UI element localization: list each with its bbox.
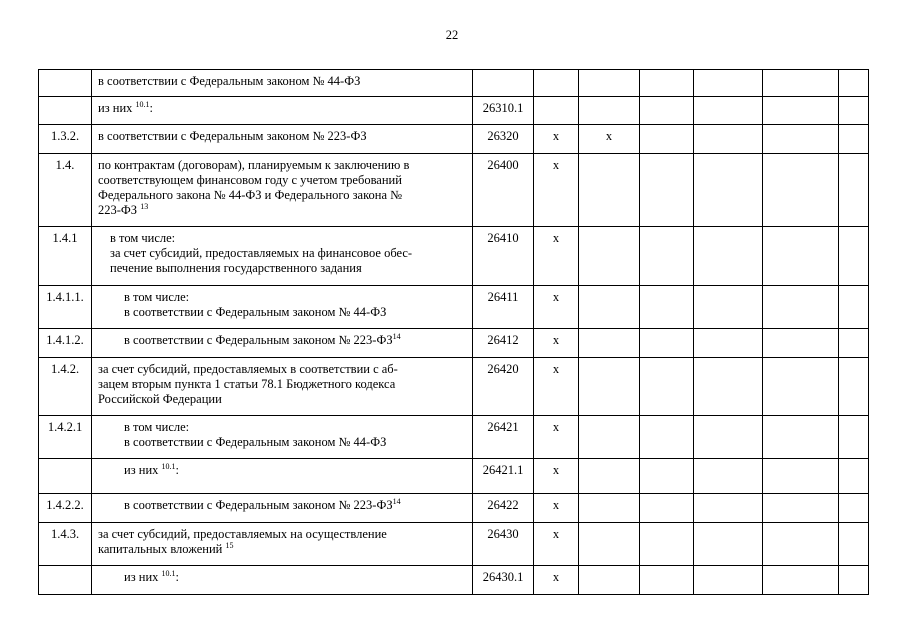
empty-value-cell [763, 566, 839, 595]
row-name-line: в соответствии с Федеральным законом № 223-ФЗ [98, 129, 367, 143]
row-code-cell: 26421 [473, 416, 534, 459]
mark-cell-1: х [534, 523, 579, 566]
row-number-cell: 1.3.2. [39, 125, 92, 154]
row-number-cell: 1.4.1.2. [39, 329, 92, 358]
row-number-cell: 1.4.1 [39, 227, 92, 286]
table-row [39, 286, 869, 329]
footnote-ref: 10.1 [161, 568, 176, 578]
row-code-cell: 26430 [473, 523, 534, 566]
footnote-ref: 13 [140, 201, 149, 211]
mark-cell-1: х [534, 329, 579, 358]
empty-value-cell [640, 416, 694, 459]
row-name-line: за счет субсидий, предоставляемых в соответствии с аб- [98, 362, 398, 376]
empty-value-cell [763, 358, 839, 416]
empty-value-cell [839, 358, 869, 416]
row-name-cell [92, 416, 473, 459]
table-row [39, 97, 869, 125]
empty-value-cell [640, 125, 694, 154]
row-name-cell [92, 125, 473, 154]
empty-value-cell [763, 523, 839, 566]
empty-value-cell [694, 416, 763, 459]
table-row [39, 494, 869, 523]
row-name-cell [92, 358, 473, 416]
row-name-line: в том числе: [110, 231, 176, 245]
row-name-line: соответствующем финансовом году с учетом требований [98, 173, 402, 187]
row-name-cell [92, 286, 473, 329]
empty-value-cell [763, 70, 839, 97]
row-name-cell [92, 523, 473, 566]
table-row [39, 416, 869, 459]
empty-value-cell [763, 125, 839, 154]
row-code-cell: 26320 [473, 125, 534, 154]
mark-cell-1: х [534, 286, 579, 329]
row-name-cell [92, 97, 473, 125]
empty-value-cell [694, 97, 763, 125]
row-name-line: Федерального закона № 44-ФЗ и Федерального закона № [98, 188, 403, 202]
mark-cell-2 [579, 329, 640, 358]
table-row [39, 125, 869, 154]
empty-value-cell [640, 358, 694, 416]
empty-value-cell [694, 125, 763, 154]
row-number-cell: 1.4.3. [39, 523, 92, 566]
table-row [39, 459, 869, 494]
row-name-line: Российской Федерации [98, 392, 222, 406]
footnote-ref: 10.1 [161, 461, 176, 471]
empty-value-cell [694, 494, 763, 523]
row-code-cell: 26411 [473, 286, 534, 329]
row-name-cell [92, 154, 473, 227]
empty-value-cell [694, 358, 763, 416]
empty-value-cell [694, 154, 763, 227]
table-row [39, 523, 869, 566]
row-name-cell [92, 459, 473, 494]
empty-value-cell [839, 494, 869, 523]
mark-cell-2 [579, 523, 640, 566]
empty-value-cell [839, 566, 869, 595]
row-code-cell: 26430.1 [473, 566, 534, 595]
mark-cell-2 [579, 97, 640, 125]
mark-cell-2 [579, 416, 640, 459]
row-number-cell: 1.4. [39, 154, 92, 227]
mark-cell-1: х [534, 125, 579, 154]
empty-value-cell [640, 97, 694, 125]
table-row [39, 227, 869, 286]
page-number: 22 [445, 28, 459, 42]
empty-value-cell [839, 329, 869, 358]
empty-value-cell [763, 459, 839, 494]
empty-value-cell [763, 494, 839, 523]
row-name-line: в соответствии с Федеральным законом № 223-ФЗ$^{14}$ [124, 331, 401, 347]
empty-value-cell [640, 459, 694, 494]
empty-value-cell [763, 416, 839, 459]
row-code-cell [473, 70, 534, 97]
empty-value-cell [763, 97, 839, 125]
empty-value-cell [839, 70, 869, 97]
empty-value-cell [839, 286, 869, 329]
row-name-line: в соответствии с Федеральным законом № 44-ФЗ [124, 435, 387, 449]
row-number-cell [39, 97, 92, 125]
footnote-ref: 14 [392, 331, 401, 341]
row-name-line: в соответствии с Федеральным законом № 223-ФЗ$^{14}$ [124, 496, 401, 512]
empty-value-cell [694, 459, 763, 494]
row-code-cell: 26400 [473, 154, 534, 227]
empty-value-cell [763, 154, 839, 227]
row-number-cell [39, 459, 92, 494]
row-name-cell [92, 227, 473, 286]
empty-value-cell [839, 459, 869, 494]
row-number-cell [39, 566, 92, 595]
mark-cell-2 [579, 358, 640, 416]
mark-cell-2 [579, 566, 640, 595]
empty-value-cell [694, 70, 763, 97]
mark-cell-2 [579, 227, 640, 286]
mark-cell-2 [579, 459, 640, 494]
empty-value-cell [763, 329, 839, 358]
row-number-cell: 1.4.2. [39, 358, 92, 416]
row-number-cell: 1.4.1.1. [39, 286, 92, 329]
mark-cell-2 [579, 494, 640, 523]
empty-value-cell [640, 70, 694, 97]
row-name-line: 223-ФЗ $^{13}$ [98, 201, 149, 217]
row-number-cell: 1.4.2.1 [39, 416, 92, 459]
table-row [39, 329, 869, 358]
empty-value-cell [640, 494, 694, 523]
table-row [39, 70, 869, 97]
empty-value-cell [839, 154, 869, 227]
footnote-ref: 10.1 [135, 99, 150, 109]
empty-value-cell [640, 523, 694, 566]
row-number-cell: 1.4.2.2. [39, 494, 92, 523]
row-name-line: по контрактам (договорам), планируемым к заключению в [98, 158, 410, 172]
row-number-cell [39, 70, 92, 97]
report-table [38, 69, 869, 595]
mark-cell-2 [579, 70, 640, 97]
empty-value-cell [694, 329, 763, 358]
empty-value-cell [839, 125, 869, 154]
empty-value-cell [640, 154, 694, 227]
empty-value-cell [839, 523, 869, 566]
footnote-ref: 14 [392, 496, 401, 506]
mark-cell-1 [534, 70, 579, 97]
mark-cell-1: х [534, 494, 579, 523]
empty-value-cell [839, 416, 869, 459]
mark-cell-2 [579, 286, 640, 329]
mark-cell-2 [579, 154, 640, 227]
row-name-cell [92, 566, 473, 595]
row-name-line: зацем вторым пункта 1 статьи 78.1 Бюджетного кодекса [98, 377, 396, 391]
empty-value-cell [694, 566, 763, 595]
empty-value-cell [839, 97, 869, 125]
empty-value-cell [763, 227, 839, 286]
table-row [39, 154, 869, 227]
row-code-cell: 26410 [473, 227, 534, 286]
row-code-cell: 26421.1 [473, 459, 534, 494]
empty-value-cell [839, 227, 869, 286]
mark-cell-1 [534, 97, 579, 125]
empty-value-cell [694, 523, 763, 566]
empty-value-cell [694, 227, 763, 286]
empty-value-cell [763, 286, 839, 329]
row-code-cell: 26412 [473, 329, 534, 358]
table-row [39, 566, 869, 595]
mark-cell-1: х [534, 154, 579, 227]
row-code-cell: 26420 [473, 358, 534, 416]
row-name-line: в соответствии с Федеральным законом № 44-ФЗ [124, 305, 387, 319]
table-row [39, 358, 869, 416]
row-name-line: за счет субсидий, предоставляемых на финансовое обес- [110, 246, 413, 260]
row-name-line: из них $^{10.1}$: [124, 568, 179, 584]
row-code-cell: 26310.1 [473, 97, 534, 125]
row-name-line: в том числе: [124, 420, 190, 434]
row-name-cell [92, 70, 473, 97]
mark-cell-1: х [534, 566, 579, 595]
mark-cell-1: х [534, 459, 579, 494]
table-body [39, 70, 869, 595]
row-name-line: в соответствии с Федеральным законом № 44-ФЗ [98, 74, 361, 88]
row-name-line: в том числе: [124, 290, 190, 304]
mark-cell-1: х [534, 416, 579, 459]
mark-cell-1: х [534, 227, 579, 286]
empty-value-cell [640, 566, 694, 595]
row-code-cell: 26422 [473, 494, 534, 523]
row-name-cell [92, 329, 473, 358]
empty-value-cell [640, 227, 694, 286]
empty-value-cell [640, 286, 694, 329]
mark-cell-2: х [579, 125, 640, 154]
row-name-line: за счет субсидий, предоставляемых на осуществление [98, 527, 387, 541]
row-name-line: из них $^{10.1}$: [124, 461, 179, 477]
empty-value-cell [694, 286, 763, 329]
row-name-line: печение выполнения государственного задания [110, 261, 362, 275]
footnote-ref: 15 [225, 540, 234, 550]
row-name-cell [92, 494, 473, 523]
mark-cell-1: х [534, 358, 579, 416]
row-name-line: из них $^{10.1}$: [98, 99, 153, 115]
empty-value-cell [640, 329, 694, 358]
row-name-line: капитальных вложений $^{15}$ [98, 540, 234, 556]
